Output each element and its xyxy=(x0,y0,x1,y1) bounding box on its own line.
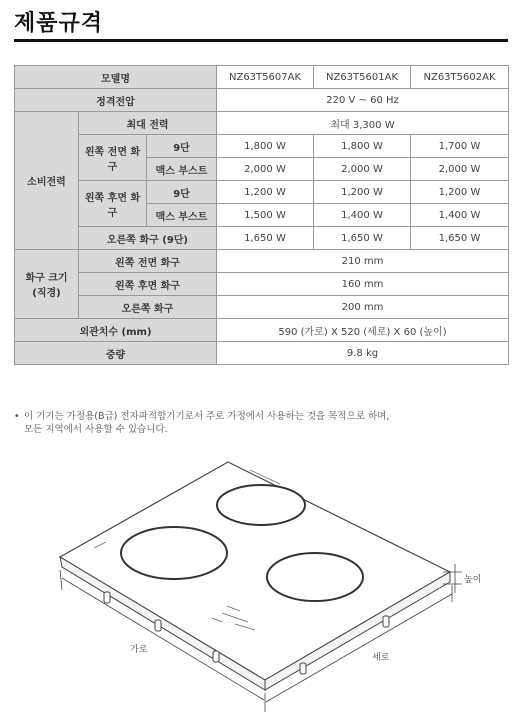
width-label: 가로 xyxy=(130,645,148,655)
size-right-value: 200 mm xyxy=(217,296,509,319)
value-cell: 1,400 W xyxy=(314,204,411,227)
size-left-front-label: 왼쪽 전면 화구 xyxy=(79,250,217,273)
value-cell: 1,500 W xyxy=(217,204,314,227)
model-label: 모델명 xyxy=(15,66,217,89)
max-boost-label: 맥스 부스트 xyxy=(147,158,217,181)
value-cell: 2,000 W xyxy=(411,158,509,181)
size-left-front-value: 210 mm xyxy=(217,250,509,273)
dims-value: 590 (가로) X 520 (세로) X 60 (높이) xyxy=(217,319,509,342)
burner-left-front xyxy=(121,527,227,579)
value-cell: 1,800 W xyxy=(314,135,411,158)
voltage-label: 정격전압 xyxy=(15,89,217,112)
size-left-back-value: 160 mm xyxy=(217,273,509,296)
weight-label: 중량 xyxy=(15,342,217,365)
max-power-value: 최대 3,300 W xyxy=(217,112,509,135)
level9-label: 9단 xyxy=(147,181,217,204)
page-title: 제품규격 xyxy=(14,11,104,36)
value-cell: 2,000 W xyxy=(314,158,411,181)
max-power-label: 최대 전력 xyxy=(79,112,217,135)
weight-value: 9.8 kg xyxy=(217,342,509,365)
size-right-label: 오른쪽 화구 xyxy=(79,296,217,319)
dims-label: 외관치수 (mm) xyxy=(15,319,217,342)
value-cell: 1,800 W xyxy=(217,135,314,158)
model-cell: NZ63T5601AK xyxy=(314,66,411,89)
usage-note-text: 이 기기는 가정용(B급) 전자파적합기기로서 주로 가정에서 사용하는 것을 목적으로 하며, 모든 지역에서 사용할 수 있습니다. xyxy=(24,411,390,435)
value-cell: 1,200 W xyxy=(217,181,314,204)
burner-left-back xyxy=(217,485,305,525)
power-group-label: 소비전력 xyxy=(15,112,79,250)
depth-label: 세로 xyxy=(372,653,390,663)
bullet-icon: • xyxy=(14,411,20,422)
level9-label: 9단 xyxy=(147,135,217,158)
right-9-label: 오른쪽 화구 (9단) xyxy=(79,227,217,250)
value-cell: 2,000 W xyxy=(217,158,314,181)
voltage-value: 220 V ~ 60 Hz xyxy=(217,89,509,112)
burner-right xyxy=(267,553,363,601)
value-cell: 1,700 W xyxy=(411,135,509,158)
value-cell: 1,650 W xyxy=(314,227,411,250)
value-cell: 1,400 W xyxy=(411,204,509,227)
left-front-label: 왼쪽 전면 화구 xyxy=(79,135,147,181)
size-left-back-label: 왼쪽 후면 화구 xyxy=(79,273,217,296)
value-cell: 1,200 W xyxy=(314,181,411,204)
value-cell: 1,650 W xyxy=(411,227,509,250)
burner-size-label: 화구 크기 (직경) xyxy=(15,250,79,319)
left-back-label: 왼쪽 후면 화구 xyxy=(79,181,147,227)
model-cell: NZ63T5602AK xyxy=(411,66,509,89)
height-label: 높이 xyxy=(464,575,482,585)
model-cell: NZ63T5607AK xyxy=(217,66,314,89)
value-cell: 1,650 W xyxy=(217,227,314,250)
value-cell: 1,200 W xyxy=(411,181,509,204)
max-boost-label: 맥스 부스트 xyxy=(147,204,217,227)
